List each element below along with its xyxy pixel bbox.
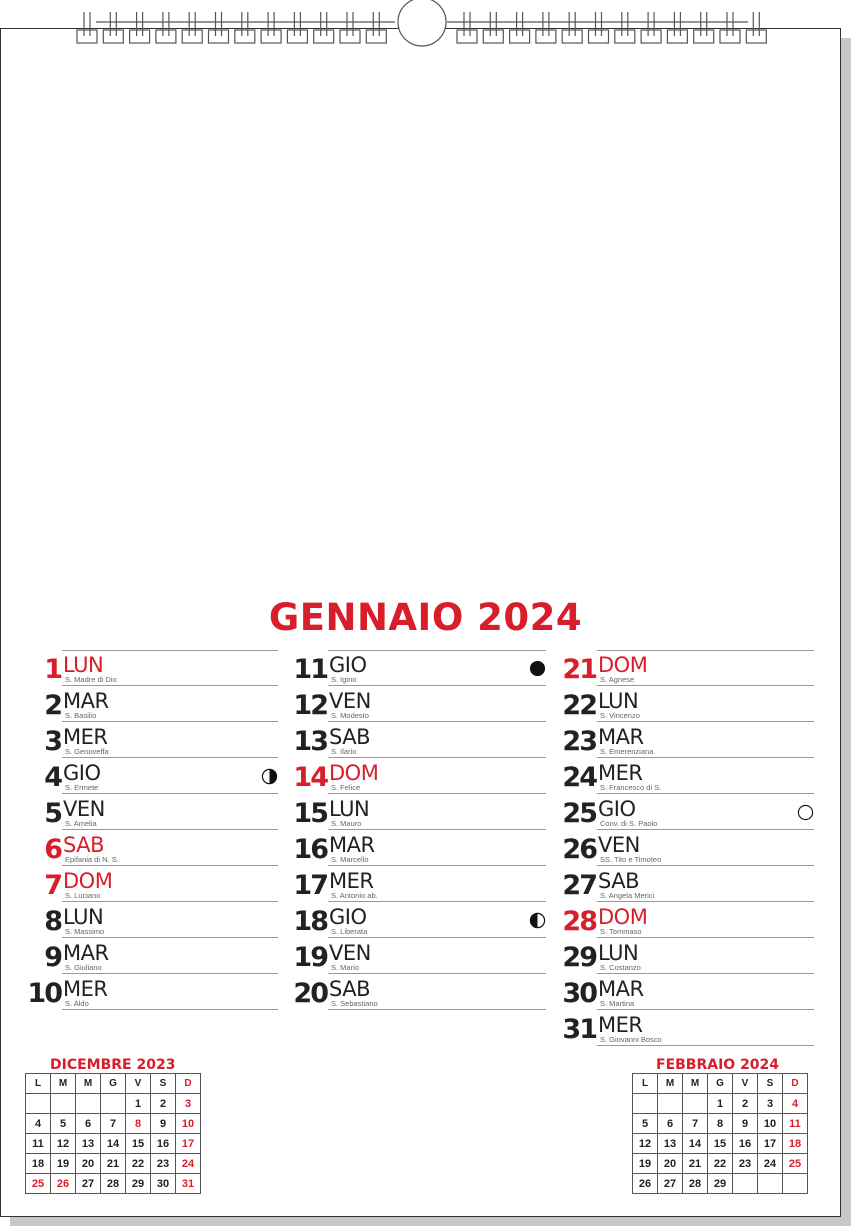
mini-calendar-day: 1 <box>708 1094 733 1114</box>
day-row <box>293 902 546 938</box>
weekday-name: MER <box>329 869 374 893</box>
mini-calendar-day: 8 <box>708 1114 733 1134</box>
day-number: 15 <box>293 798 327 829</box>
mini-calendar-day: 12 <box>51 1134 76 1154</box>
mini-calendar-week <box>26 1154 201 1174</box>
mini-calendar-day: 25 <box>783 1154 808 1174</box>
mini-calendar-week <box>26 1094 201 1114</box>
weekday-header: S <box>151 1074 176 1094</box>
wire-binding <box>0 0 851 60</box>
weekday-name: VEN <box>63 797 105 821</box>
day-number: 14 <box>293 762 327 793</box>
saint-name: S. Amelia <box>65 819 97 828</box>
day-number: 27 <box>562 870 596 901</box>
weekday-name: DOM <box>598 905 648 929</box>
day-number: 29 <box>562 942 596 973</box>
mini-calendar-prev-title: DICEMBRE 2023 <box>50 1057 176 1073</box>
mini-calendar-day: 28 <box>101 1174 126 1194</box>
weekday-header: S <box>758 1074 783 1094</box>
mini-calendar-header <box>26 1074 201 1094</box>
mini-calendar-week <box>633 1174 808 1194</box>
day-row <box>44 902 278 938</box>
weekday-name: SAB <box>598 869 639 893</box>
day-row <box>562 830 814 866</box>
row-divider <box>597 1045 814 1046</box>
saint-name: S. Ilario <box>331 747 357 756</box>
mini-calendar-day: 3 <box>176 1094 201 1114</box>
weekday-header: M <box>658 1074 683 1094</box>
mini-calendar-week <box>26 1174 201 1194</box>
mini-calendar-day <box>51 1094 76 1114</box>
weekday-name: MAR <box>598 725 644 749</box>
day-row <box>562 758 814 794</box>
weekday-name: MER <box>598 761 643 785</box>
day-row <box>44 686 278 722</box>
mini-calendar-day: 27 <box>658 1174 683 1194</box>
saint-name: S. Giuliano <box>65 963 102 972</box>
saint-name: S. Agnese <box>600 675 635 684</box>
saint-name: S. Giovanni Bosco <box>600 1035 662 1044</box>
weekday-name: LUN <box>63 653 104 677</box>
weekday-name: VEN <box>329 689 371 713</box>
weekday-name: MER <box>63 977 108 1001</box>
mini-calendar-week <box>633 1114 808 1134</box>
mini-calendar-day: 14 <box>101 1134 126 1154</box>
day-row <box>293 650 546 686</box>
day-number: 26 <box>562 834 596 865</box>
mini-calendar-next <box>632 1073 808 1194</box>
mini-calendar-day: 6 <box>76 1114 101 1134</box>
saint-name: S. Marcello <box>331 855 369 864</box>
weekday-name: SAB <box>329 977 370 1001</box>
mini-calendar-day <box>758 1174 783 1194</box>
mini-calendar-day: 21 <box>101 1154 126 1174</box>
day-number: 11 <box>293 654 327 685</box>
weekday-name: MAR <box>598 977 644 1001</box>
mini-calendar-day: 29 <box>126 1174 151 1194</box>
day-number: 10 <box>27 978 61 1009</box>
day-number: 8 <box>44 906 61 937</box>
saint-name: SS. Tito e Timoteo <box>600 855 662 864</box>
day-number: 21 <box>562 654 596 685</box>
day-number: 20 <box>293 978 327 1009</box>
mini-calendar-day: 12 <box>633 1134 658 1154</box>
mini-calendar-day <box>76 1094 101 1114</box>
weekday-name: MER <box>63 725 108 749</box>
mini-calendar-day: 27 <box>76 1174 101 1194</box>
day-number: 22 <box>562 690 596 721</box>
day-number: 19 <box>293 942 327 973</box>
day-row <box>293 758 546 794</box>
mini-calendar-day: 11 <box>26 1134 51 1154</box>
day-number: 1 <box>44 654 61 685</box>
saint-name: S. Igino <box>331 675 357 684</box>
mini-calendar-prev <box>25 1073 201 1194</box>
mini-calendar-day: 24 <box>176 1154 201 1174</box>
mini-calendar-day: 31 <box>176 1174 201 1194</box>
mini-calendar-day: 17 <box>758 1134 783 1154</box>
weekday-name: MAR <box>63 941 109 965</box>
day-row <box>293 866 546 902</box>
mini-calendar-day: 6 <box>658 1114 683 1134</box>
mini-calendar-day: 5 <box>633 1114 658 1134</box>
mini-calendar-day: 17 <box>176 1134 201 1154</box>
mini-calendar-day: 4 <box>783 1094 808 1114</box>
saint-name: S. Costanzo <box>600 963 641 972</box>
day-row <box>562 722 814 758</box>
mini-calendar-day: 22 <box>126 1154 151 1174</box>
weekday-name: LUN <box>598 941 639 965</box>
mini-calendar-day <box>101 1094 126 1114</box>
mini-calendar-day <box>783 1174 808 1194</box>
day-number: 4 <box>44 762 61 793</box>
mini-calendar-day: 15 <box>126 1134 151 1154</box>
day-row <box>44 650 278 686</box>
weekday-name: DOM <box>598 653 648 677</box>
row-divider <box>328 1009 546 1010</box>
day-row <box>293 938 546 974</box>
mini-calendar-day <box>633 1094 658 1114</box>
weekday-header: G <box>708 1074 733 1094</box>
mini-calendar-day: 10 <box>758 1114 783 1134</box>
mini-calendar-day: 5 <box>51 1114 76 1134</box>
mini-calendar-day: 23 <box>151 1154 176 1174</box>
mini-calendar-header <box>633 1074 808 1094</box>
weekday-name: GIO <box>598 797 636 821</box>
mini-calendar-day: 16 <box>151 1134 176 1154</box>
mini-calendar-day: 24 <box>758 1154 783 1174</box>
mini-calendar-day: 29 <box>708 1174 733 1194</box>
day-number: 6 <box>44 834 61 865</box>
weekday-header: L <box>633 1074 658 1094</box>
day-row <box>562 794 814 830</box>
day-number: 7 <box>44 870 61 901</box>
mini-calendar-day: 4 <box>26 1114 51 1134</box>
row-divider <box>62 650 278 651</box>
day-row <box>562 866 814 902</box>
day-number: 3 <box>44 726 61 757</box>
weekday-name: SAB <box>63 833 104 857</box>
day-row <box>293 974 546 1010</box>
day-number: 31 <box>562 1014 596 1045</box>
mini-calendar-week <box>633 1134 808 1154</box>
day-number: 28 <box>562 906 596 937</box>
day-row <box>27 974 278 1010</box>
day-row <box>293 830 546 866</box>
mini-calendar-day: 8 <box>126 1114 151 1134</box>
day-row <box>44 722 278 758</box>
month-title: GENNAIO 2024 <box>268 596 583 639</box>
mini-calendar-day: 7 <box>101 1114 126 1134</box>
mini-calendar-day: 30 <box>151 1174 176 1194</box>
weekday-header: V <box>126 1074 151 1094</box>
day-row <box>562 686 814 722</box>
mini-calendar-day <box>658 1094 683 1114</box>
weekday-name: GIO <box>329 653 367 677</box>
saint-name: S. Massimo <box>65 927 105 936</box>
mini-calendar-day: 18 <box>26 1154 51 1174</box>
saint-name: S. Angela Merici <box>600 891 655 900</box>
mini-calendar-day: 21 <box>683 1154 708 1174</box>
row-divider <box>62 1009 278 1010</box>
mini-calendar-week <box>633 1154 808 1174</box>
mini-calendar-day: 19 <box>633 1154 658 1174</box>
weekday-name: MAR <box>63 689 109 713</box>
weekday-header: V <box>733 1074 758 1094</box>
saint-name: Epifania di N. S. <box>65 855 119 864</box>
mini-calendar-day: 13 <box>658 1134 683 1154</box>
weekday-name: LUN <box>329 797 370 821</box>
mini-calendar-day: 28 <box>683 1174 708 1194</box>
moon-first-quarter-icon <box>261 768 278 785</box>
mini-calendar-day: 15 <box>708 1134 733 1154</box>
mini-calendar-next-title: FEBBRAIO 2024 <box>656 1057 780 1073</box>
mini-calendar-day: 9 <box>733 1114 758 1134</box>
mini-calendar-day: 2 <box>733 1094 758 1114</box>
saint-name: S. Basilio <box>65 711 97 720</box>
weekday-name: MAR <box>329 833 375 857</box>
saint-name: S. Tommaso <box>600 927 642 936</box>
day-row <box>293 722 546 758</box>
day-row <box>562 650 814 686</box>
weekday-name: SAB <box>329 725 370 749</box>
weekday-header: L <box>26 1074 51 1094</box>
mini-calendar-day: 1 <box>126 1094 151 1114</box>
day-row <box>44 794 278 830</box>
day-row <box>293 686 546 722</box>
weekday-name: LUN <box>63 905 104 929</box>
weekday-header: M <box>683 1074 708 1094</box>
mini-calendar-week <box>26 1134 201 1154</box>
saint-name: S. Genoveffa <box>65 747 109 756</box>
weekday-header: M <box>51 1074 76 1094</box>
moon-last-quarter-icon <box>529 912 546 929</box>
weekday-name: GIO <box>329 905 367 929</box>
row-divider <box>328 650 546 651</box>
mini-calendar-day: 18 <box>783 1134 808 1154</box>
mini-calendar-week <box>26 1114 201 1134</box>
hanger-hook-icon <box>398 0 446 46</box>
moon-full-icon <box>797 804 814 821</box>
saint-name: S. Martina <box>600 999 635 1008</box>
weekday-name: MER <box>598 1013 643 1037</box>
day-number: 24 <box>562 762 596 793</box>
mini-calendar-day: 13 <box>76 1134 101 1154</box>
mini-calendar-day: 22 <box>708 1154 733 1174</box>
saint-name: S. Luciano <box>65 891 101 900</box>
mini-calendar-day: 26 <box>51 1174 76 1194</box>
day-row <box>562 938 814 974</box>
saint-name: S. Liberata <box>331 927 368 936</box>
moon-new-icon <box>529 660 546 677</box>
saint-name: S. Emerenziana <box>600 747 654 756</box>
saint-name: S. Mario <box>331 963 359 972</box>
mini-calendar-week <box>633 1094 808 1114</box>
mini-calendar-day: 23 <box>733 1154 758 1174</box>
weekday-header: D <box>783 1074 808 1094</box>
saint-name: S. Francesco di S. <box>600 783 662 792</box>
day-number: 18 <box>293 906 327 937</box>
day-row <box>562 902 814 938</box>
day-number: 17 <box>293 870 327 901</box>
saint-name: S. Antonio ab. <box>331 891 378 900</box>
saint-name: S. Modesto <box>331 711 369 720</box>
day-row <box>44 938 278 974</box>
day-number: 16 <box>293 834 327 865</box>
day-number: 12 <box>293 690 327 721</box>
mini-calendar-day: 20 <box>76 1154 101 1174</box>
day-number: 25 <box>562 798 596 829</box>
mini-calendar-day: 26 <box>633 1174 658 1194</box>
weekday-name: VEN <box>329 941 371 965</box>
mini-calendar-day: 14 <box>683 1134 708 1154</box>
day-row <box>44 758 278 794</box>
mini-calendar-day <box>683 1094 708 1114</box>
weekday-name: VEN <box>598 833 640 857</box>
day-number: 13 <box>293 726 327 757</box>
weekday-name: DOM <box>63 869 113 893</box>
day-row <box>562 974 814 1010</box>
weekday-header: M <box>76 1074 101 1094</box>
saint-name: S. Mauro <box>331 819 362 828</box>
weekday-name: GIO <box>63 761 101 785</box>
mini-calendar-day: 9 <box>151 1114 176 1134</box>
day-number: 30 <box>562 978 596 1009</box>
mini-calendar-day: 7 <box>683 1114 708 1134</box>
saint-name: S. Madre di Dio <box>65 675 117 684</box>
day-row <box>44 866 278 902</box>
weekday-name: LUN <box>598 689 639 713</box>
mini-calendar-day: 20 <box>658 1154 683 1174</box>
saint-name: Conv. di S. Paolo <box>600 819 658 828</box>
row-divider <box>597 650 814 651</box>
mini-calendar-day: 2 <box>151 1094 176 1114</box>
day-number: 9 <box>44 942 61 973</box>
saint-name: S. Felice <box>331 783 361 792</box>
weekday-name: DOM <box>329 761 379 785</box>
mini-calendar-day: 19 <box>51 1154 76 1174</box>
day-row <box>562 1010 814 1046</box>
weekday-header: G <box>101 1074 126 1094</box>
day-row <box>44 830 278 866</box>
weekday-header: D <box>176 1074 201 1094</box>
mini-calendar-day <box>733 1174 758 1194</box>
day-row <box>293 794 546 830</box>
mini-calendar-day: 10 <box>176 1114 201 1134</box>
mini-calendar-day: 11 <box>783 1114 808 1134</box>
mini-calendar-day: 25 <box>26 1174 51 1194</box>
mini-calendar-day: 3 <box>758 1094 783 1114</box>
saint-name: S. Vincenzo <box>600 711 640 720</box>
mini-calendar-day: 16 <box>733 1134 758 1154</box>
day-number: 23 <box>562 726 596 757</box>
mini-calendar-day <box>26 1094 51 1114</box>
day-number: 5 <box>44 798 61 829</box>
saint-name: S. Sebastiano <box>331 999 378 1008</box>
saint-name: S. Aldo <box>65 999 89 1008</box>
saint-name: S. Ermete <box>65 783 99 792</box>
day-number: 2 <box>44 690 61 721</box>
